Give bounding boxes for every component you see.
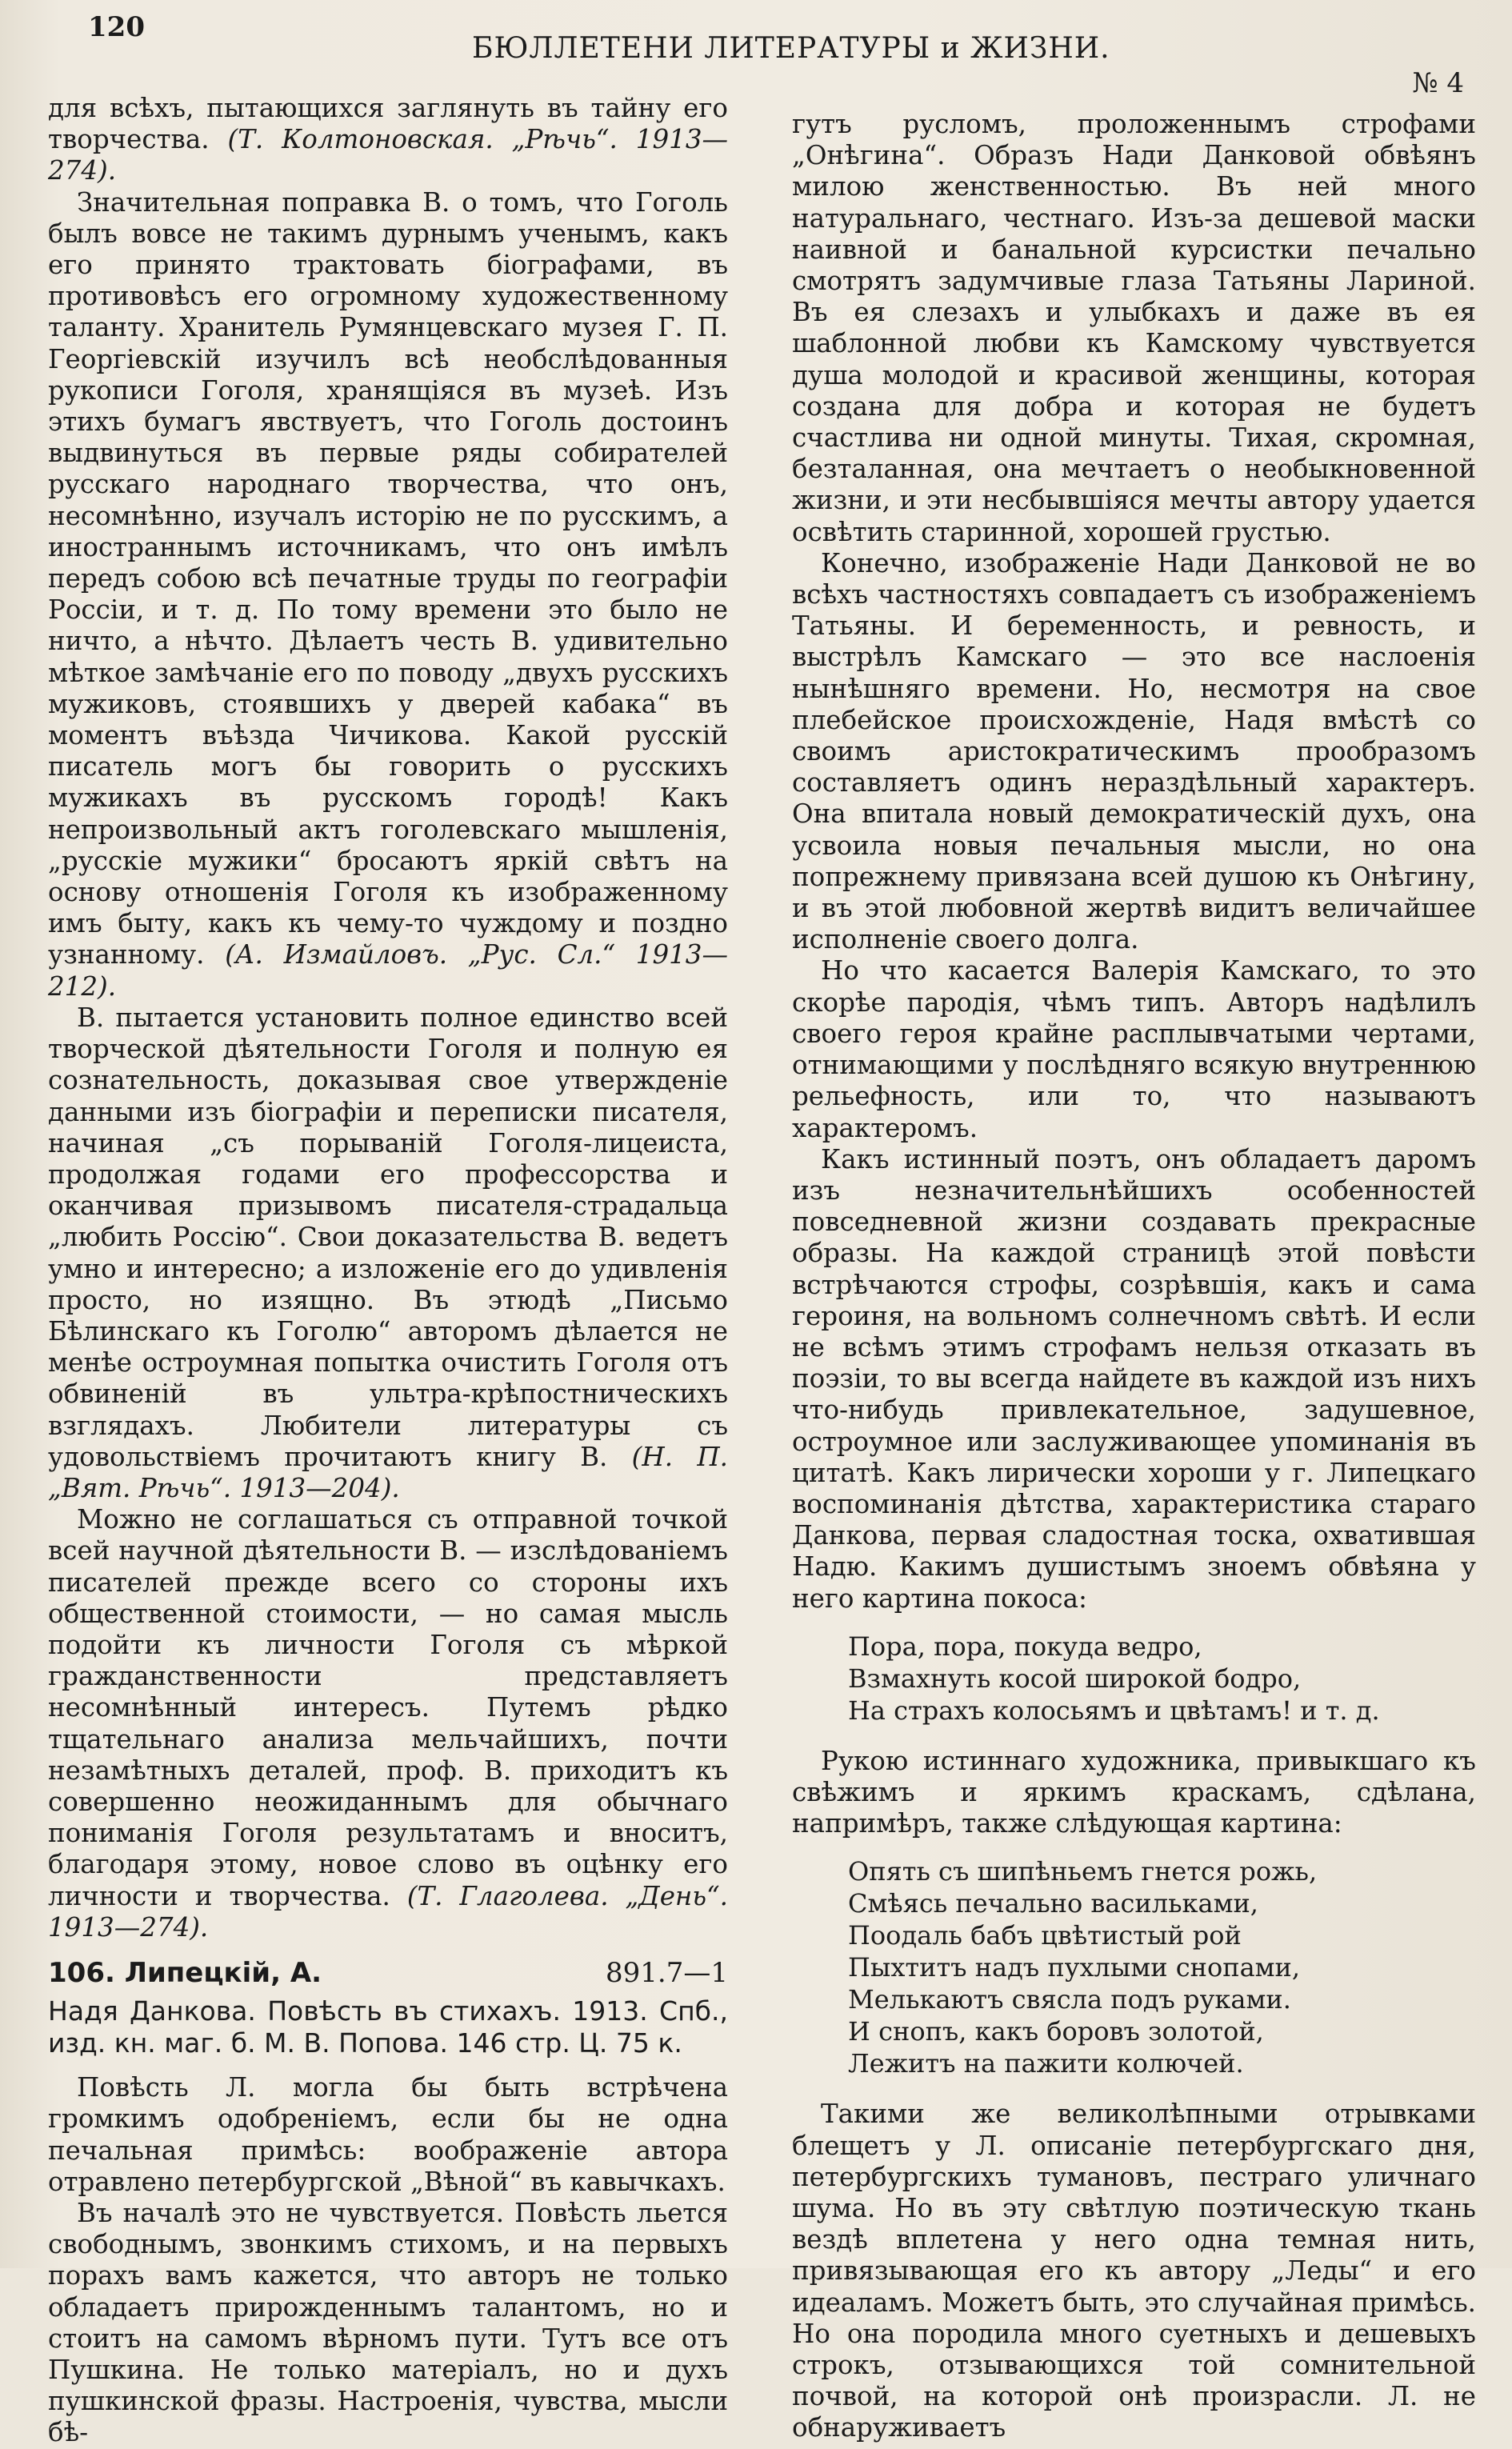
verse-line: Смѣясь печально васильками, xyxy=(848,1888,1258,1919)
page-header xyxy=(88,11,1464,99)
citation: (Н. П. „Вят. Рѣчь“. 1913—204). xyxy=(48,1441,728,1503)
verse-line: Мелькаютъ свясла подъ руками. xyxy=(848,1984,1291,2015)
citation: (Т. Глаголева. „День“. 1913—274). xyxy=(48,1880,728,1943)
verse-line: Пора, пора, покуда ведро, xyxy=(848,1631,1202,1662)
paragraph xyxy=(48,187,728,1002)
right-column xyxy=(792,109,1476,2444)
issue-number: № 4 xyxy=(1412,67,1464,99)
citation: (Т. Колтоновская. „Рѣчь“. 1913—274). xyxy=(48,124,728,186)
paragraph: Повѣсть Л. могла бы быть встрѣчена громкимъ одобреніемъ, если бы не одна печальная примѣсь: воображеніе автора отравлено петербургской „Вѣной“ въ кавычкахъ. xyxy=(48,2072,728,2197)
paragraph-text: Значительная поправка В. о томъ, что Гоголь былъ вовсе не такимъ дурнымъ ученымъ, какъ его принято трактовать біографами, въ противовѣсъ его огромному художественному таланту. Хранитель Румянцевскаго музея Г. П. Георгіевскій изучилъ всѣ необслѣдованныя рукописи Гоголя, хранящіяся въ музеѣ. Изъ этихъ бумагъ явствуетъ, что Гоголь достоинъ выдвинуться въ первые ряды собирателей русскаго народнаго творчества, что онъ, несомнѣнно, изучалъ исторію не по русскимъ, а иностраннымъ источникамъ, что онъ имѣлъ передъ собою всѣ печатные труды по географіи Россіи, и т. д. По тому времени это было не ничто, а нѣчто. Дѣлаетъ честь В. удивительно мѣткое замѣчаніе его по поводу „двухъ русскихъ мужиковъ, стоявшихъ у дверей кабака“ въ моментъ въѣзда Чичикова. Какой русскій писатель могъ бы говорить о русскихъ мужикахъ въ русскомъ городѣ! Какъ непроизвольный актъ гоголевскаго мышленія, „русскіе мужики“ бросаютъ яркій свѣтъ на основу отношенія Гоголя къ изображенному имъ быту, какъ къ чему-то чуждому и поздно узнанному. xyxy=(48,186,728,970)
page-number: 120 xyxy=(88,11,145,43)
entry-heading xyxy=(48,1958,728,1989)
verse-line: Лежитъ на пажити колючей. xyxy=(848,2048,1244,2079)
verse-line: Пыхтитъ надъ пухлыми снопами, xyxy=(848,1952,1301,1983)
paragraph-text: Можно не соглашаться съ отправной точкой всей научной дѣятельности В. — изслѣдованіемъ писателей прежде всего со стороны ихъ общественной стоимости, — но самая мысль подойти къ личности Гоголя съ мѣркой гражданственности представляетъ несомнѣнный интересъ. Путемъ рѣдко тщательнаго анализа мельчайшихъ, почти незамѣтныхъ деталей, проф. В. приходитъ къ совершенно неожиданнымъ для обычнаго пониманія Гоголя результатамъ и вноситъ, благодаря этому, новое слово въ оцѣнку его личности и творчества. xyxy=(48,1504,728,1911)
verse-line: Поодаль бабъ цвѣтистый рой xyxy=(848,1920,1242,1951)
left-column xyxy=(48,93,728,2449)
paragraph xyxy=(48,93,728,187)
entry-class-code: 891.7—1 xyxy=(606,1956,728,1989)
paragraph xyxy=(48,1002,728,1504)
verse-quote xyxy=(848,1855,1476,2079)
paragraph-text: для всѣхъ, пытающихся заглянуть въ тайну его творчества. xyxy=(48,93,728,155)
paragraph: Такими же великолѣпными отрывками блещетъ у Л. описаніе петербургскаго дня, петербургскихъ тумановъ, пестраго уличнаго шума. Но въ эту свѣтлую поэтическую ткань вездѣ вплетена у него одна темная нить, привязывающая его къ автору „Леды“ и его идеаламъ. Можетъ быть, это случайная примѣсь. Но она породила много суетныхъ и дешевыхъ строкъ, отзывающихся той сомнительной почвой, на которой онѣ произрасли. Л. не обнаруживаетъ xyxy=(792,2099,1476,2443)
entry-bibliography: Надя Данкова. Повѣсть въ стихахъ. 1913. Спб., изд. кн. маг. б. М. В. Попова. 146 стр. Ц. 75 к. xyxy=(48,1995,728,2059)
paragraph: гутъ русломъ, проложеннымъ строфами „Онѣгина“. Образъ Нади Данковой обвѣянъ милою женственностью. Въ ней много натуральнаго, честнаго. Изъ-за дешевой маски наивной и банальной курсистки печально смотрятъ задумчивые глаза Татьяны Лариной. Въ ея слезахъ и улыбкахъ и даже въ ея шаблонной любви къ Камскому чувствуется душа молодой и красивой женщины, которая создана для добра и которая не будетъ счастлива ни одной минуты. Тихая, скромная, безталанная, она мечтаетъ о необыкновенной жизни, и эти несбывшіяся мечты автору удается освѣтить старинной, хорошей грустью. xyxy=(792,109,1476,547)
verse-quote xyxy=(848,1631,1476,1727)
verse-line: Взмахнуть косой широкой бодро, xyxy=(848,1663,1302,1694)
citation: (А. Измайловъ. „Рус. Сл.“ 1913—212). xyxy=(48,939,728,1002)
paragraph: Конечно, изображеніе Нади Данковой не во всѣхъ частностяхъ совпадаетъ съ изображеніемъ Татьяны. И беременность, и ревность, и выстрѣлъ Камскаго — это все наслоенія нынѣшняго времени. Но, несмотря на свое плебейское происхожденіе, Надя вмѣстѣ со своимъ аристократическимъ прообразомъ составляетъ одинъ нераздѣльный характеръ. Она впитала новый демократическій духъ, она усвоила новыя печальныя мысли, но она попрежнему привязана всей душою къ Онѣгину, и въ этой любовной жертвѣ видитъ величайшее исполненіе своего долга. xyxy=(792,547,1476,955)
paragraph xyxy=(48,1504,728,1943)
entry-number-author: 106. Липецкій, А. xyxy=(48,1956,322,1989)
verse-line: Опять съ шипѣньемъ гнется рожь, xyxy=(848,1856,1318,1887)
paragraph: Какъ истинный поэтъ, онъ обладаетъ даромъ изъ незначительнѣйшихъ особенностей повседневной жизни создавать прекрасные образы. На каждой страницѣ этой повѣсти встрѣчаются строфы, созрѣвшія, какъ и сама героиня, на вольномъ солнечномъ свѣтѣ. И если не всѣмъ этимъ строфамъ нельзя отказать въ поэзіи, то вы всегда найдете въ каждой изъ нихъ что-нибудь привлекательное, задушевное, остроумное или заслуживающее упоминанія въ цитатѣ. Какъ лирически хороши у г. Липецкаго воспоминанія дѣтства, характеристика стараго Данкова, первая сладостная тоска, охватившая Надю. Какимъ душистымъ зноемъ обвѣяна у него картина покоса: xyxy=(792,1143,1476,1614)
paragraph: Рукою истиннаго художника, привыкшаго къ свѣжимъ и яркимъ краскамъ, сдѣлана, напримѣръ, также слѣдующая картина: xyxy=(792,1745,1476,1839)
verse-line: И снопъ, какъ боровъ золотой, xyxy=(848,2016,1264,2047)
paragraph-text: В. пытается установить полное единство всей творческой дѣятельности Гоголя и полную ея сознательность, доказывая свое утвержденіе данными изъ біографіи и переписки писателя, начиная „съ порываній Гоголя-лицеиста, продолжая годами его профессорства и оканчивая призывомъ писателя-страдальца „любить Россію“. Свои доказательства В. ведетъ умно и интересно; а изложеніе его до удивленія просто, но изящно. Въ этюдѣ „Письмо Бѣлинскаго къ Гоголю“ авторомъ дѣлается не менѣе остроумная попытка очистить Гоголя отъ обвиненій въ ультра-крѣпостническихъ взглядахъ. Любители литературы съ удовольствіемъ прочитаютъ книгу В. xyxy=(48,1002,728,1472)
paragraph: Но что касается Валерія Камскаго, то это скорѣе пародія, чѣмъ типъ. Авторъ надѣлилъ своего героя крайне расплывчатыми чертами, отнимающими у послѣдняго всякую внутреннюю рельефность, или то, что называютъ характеромъ. xyxy=(792,955,1476,1143)
running-title: БЮЛЛЕТЕНИ ЛИТЕРАТУРЫ и ЖИЗНИ. xyxy=(472,32,1110,65)
paragraph: Въ началѣ это не чувствуется. Повѣсть льется свободнымъ, звонкимъ стихомъ, и на первыхъ порахъ вамъ кажется, что авторъ не только обладаетъ прирожденнымъ талантомъ, но и стоитъ на самомъ вѣрномъ пути. Тутъ все отъ Пушкина. Не только матеріалъ, но и духъ пушкинской фразы. Настроенія, чувства, мысли бѣ- xyxy=(48,2198,728,2448)
verse-line: На страхъ колосьямъ и цвѣтамъ! и т. д. xyxy=(848,1695,1380,1726)
